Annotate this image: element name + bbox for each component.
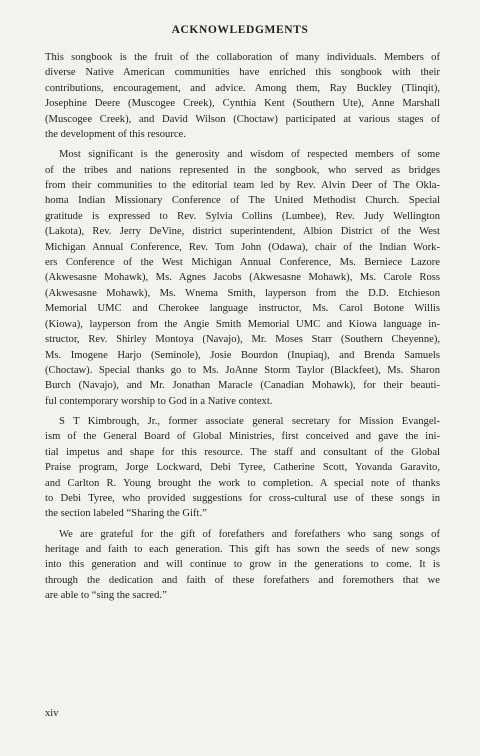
text-line: into this generation and will continue to grow in the generations to come. It is — [45, 559, 440, 571]
page-heading: ACKNOWLEDGMENTS — [171, 24, 309, 36]
text-line: gratitude is expressed to Rev. Sylvia Collins (Lumbee), Rev. Judy Wellington — [45, 210, 440, 222]
text-line: Burch (Navajo), and Mr. Jonathan Maracle (Canadian Mohawk), for their beauti- — [45, 380, 440, 392]
text-line: diverse Native American communities have enriched this songbook with their — [45, 67, 440, 79]
text-line: Ms. Imogene Harjo (Seminole), Josie Bourdon (Inupiaq), and Brenda Samuels — [45, 349, 440, 361]
text-line: (Kiowa), layperson from the Angie Smith Memorial UMC and Kiowa language in- — [45, 318, 440, 330]
text-line: Most significant is the generosity and wisdom of respected members of some — [59, 149, 440, 161]
text-line: heritage and faith to each generation. This gift has sown the seeds of new songs — [45, 543, 440, 555]
text-line: tial impetus and shape for this resource. The staff and consultant of the Global — [45, 446, 440, 458]
paragraph-2 — [45, 147, 440, 409]
text-line: ers Conference of the West Michigan Annual Conference, Ms. Berniece Lazore — [45, 257, 440, 269]
text-line: ful contemporary worship to God in a Native context. — [45, 395, 273, 407]
text-line: (Choctaw). Special thanks go to Ms. JoAnne Storm Taylor (Blackfeet), Ms. Sharon — [45, 364, 440, 376]
text-line: of the tribes and nations represented in the songbook, who served as bridges — [45, 164, 440, 176]
text-line: Josephine Deere (Muscogee Creek), Cynthia Kent (Southern Ute), Anne Marshall — [45, 98, 440, 110]
text-line: (Muscogee Creek), and David Wilson (Choctaw) participated at various stages of — [45, 113, 440, 125]
text-line: (Akwesasne Mohawk), Ms. Agnes Jacobs (Akwesasne Mohawk), Ms. Carole Ross — [45, 272, 440, 284]
text-line: We are grateful for the gift of forefathers and forefathers who sang songs of — [59, 528, 440, 540]
paragraph-3 — [45, 414, 440, 522]
text-line: (Lakota), Rev. Jerry DeVine, district superintendent, Albion District of the West — [45, 226, 440, 238]
text-line: structor, Rev. Shirley Montoya (Navajo), Mr. Moses Starr (Southern Cheyenne), — [45, 334, 440, 346]
text-line: homa Indian Missionary Conference of The United Methodist Church. Special — [45, 195, 440, 207]
text-line: (Akwesasne Mohawk), Ms. Wnema Smith, layperson from the D.D. Etchieson — [45, 287, 440, 299]
text-line: the section labeled “Sharing the Gift.” — [45, 508, 207, 520]
text-line: This songbook is the fruit of the collaboration of many individuals. Members of — [45, 52, 440, 63]
paragraph-4 — [45, 527, 440, 604]
text-line: and Carlton R. Young brought the work to completion. A special note of thanks — [45, 477, 440, 489]
text-line: Praise program, Jorge Lockward, Debi Tyree, Catherine Scott, Yovanda Garavito, — [45, 462, 440, 474]
text-line: Memorial UMC and Cherokee language instructor, Ms. Carol Botone Willis — [45, 303, 440, 315]
text-line: through the dedication and faith of these forefathers and foremothers that we — [45, 574, 440, 586]
text-line: S T Kimbrough, Jr., former associate general secretary for Mission Evangel- — [59, 415, 440, 427]
body-text — [45, 50, 440, 608]
text-line: contributions, encouragement, and advice. Among them, Ray Buckley (Tlinqit), — [45, 82, 440, 94]
page-number: xiv — [45, 708, 59, 719]
text-line: are able to “sing the sacred.” — [45, 590, 167, 602]
text-line: the development of this resource. — [45, 129, 186, 141]
text-line: Michigan Annual Conference, Rev. Tom John (Odawa), chair of the Indian Work- — [45, 241, 440, 253]
text-line: ism of the General Board of Global Ministries, first conceived and gave the ini- — [45, 431, 440, 443]
text-line: to Debi Tyree, who provided suggestions for cross-cultural use of these songs in — [45, 492, 440, 504]
paragraph-1 — [45, 50, 440, 142]
text-line: from their communities to the editorial team led by Rev. Alvin Deer of The Okla- — [45, 180, 440, 192]
